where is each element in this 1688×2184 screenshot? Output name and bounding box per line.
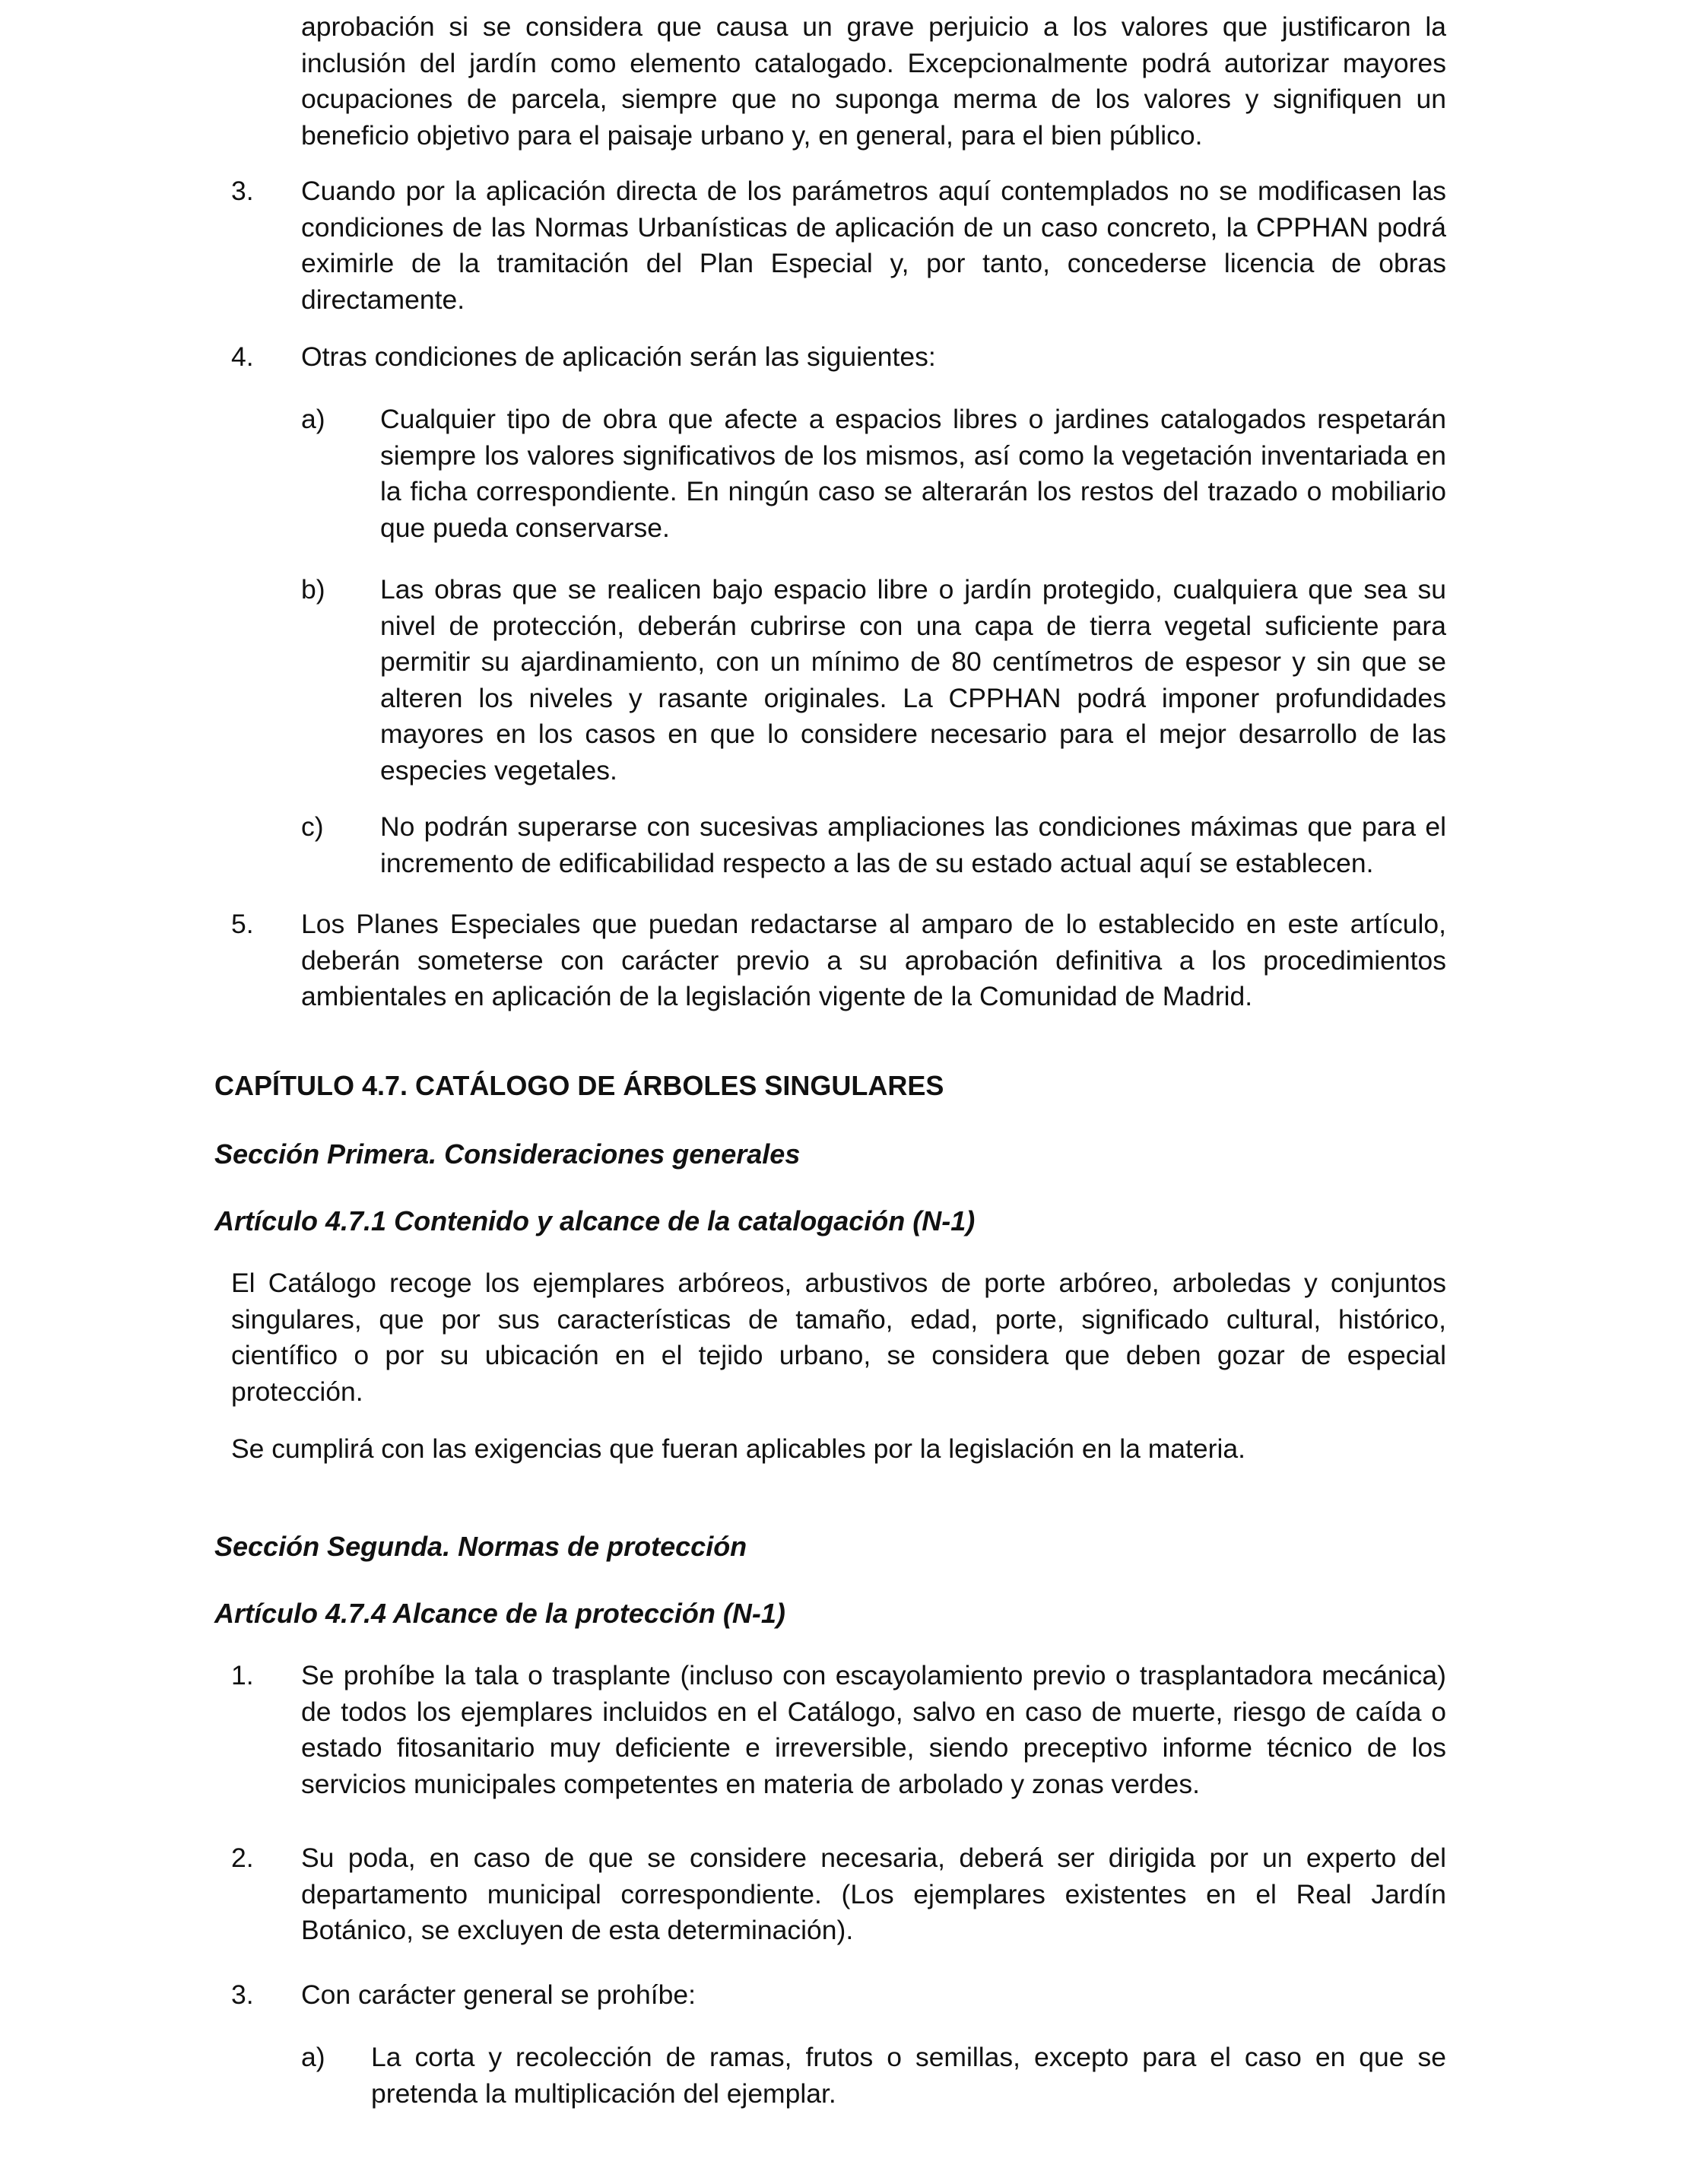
section-title: Sección Primera. Consideraciones generales bbox=[214, 1138, 801, 1170]
section-title: Sección Segunda. Normas de protección bbox=[214, 1531, 747, 1562]
chapter-title: CAPÍTULO 4.7. CATÁLOGO DE ÁRBOLES SINGULARES bbox=[214, 1070, 944, 1101]
list-item-number: 3. bbox=[231, 176, 254, 206]
list-item-number: 5. bbox=[231, 909, 254, 939]
list-item-text: Los Planes Especiales que puedan redactarse al amparo de lo establecido en este artículo, deberán someterse con carácter previo a su aprobación definitiva a los procedimientos ambientales en aplicación de la legislación vigente de la Comunidad de Madrid. bbox=[301, 909, 1446, 1011]
list-item-text: Otras condiciones de aplicación serán las siguientes: bbox=[301, 341, 936, 372]
list-item-number: 2. bbox=[231, 1843, 254, 1873]
list-item-text: Su poda, en caso de que se considere necesaria, deberá ser dirigida por un experto del departamento municipal correspondiente. (Los ejemplares existentes en el Real Jardín Botánico, se excluyen de esta determinación). bbox=[301, 1843, 1446, 1945]
sub-item-letter: a) bbox=[301, 2042, 325, 2072]
sub-item-letter: b) bbox=[301, 574, 325, 605]
article-paragraph: El Catálogo recoge los ejemplares arbóreos, arbustivos de porte arbóreo, arboledas y conjuntos singulares, que por sus características de tamaño, edad, porte, significado cultural, histórico, científico o por su ubicación en el tejido urbano, se considera que deben gozar de especial protección. bbox=[231, 1268, 1446, 1407]
sub-item-text: No podrán superarse con sucesivas ampliaciones las condiciones máximas que para el incremento de edificabilidad respecto a las de su estado actual aquí se establecen. bbox=[380, 811, 1446, 878]
article-paragraph: Se cumplirá con las exigencias que fueran aplicables por la legislación en la materia. bbox=[231, 1433, 1245, 1464]
sub-item-letter: a) bbox=[301, 404, 325, 434]
sub-item-text: La corta y recolección de ramas, frutos o semillas, excepto para el caso en que se pretenda la multiplicación del ejemplar. bbox=[371, 2042, 1446, 2109]
list-item-text: Cuando por la aplicación directa de los parámetros aquí contemplados no se modificasen las condiciones de las Normas Urbanísticas de aplicación de un caso concreto, la CPPHAN podrá eximirle de la tramitación del Plan Especial y, por tanto, concederse licencia de obras directamente. bbox=[301, 176, 1446, 315]
list-item-text: Se prohíbe la tala o trasplante (incluso con escayolamiento previo o trasplantadora mecánica) de todos los ejemplares incluidos en el Catálogo, salvo en caso de muerte, riesgo de caída o estado fitosanitario muy deficiente e irreversible, siendo preceptivo informe técnico de los servicios municipales competentes en materia de arbolado y zonas verdes. bbox=[301, 1660, 1446, 1799]
sub-item-letter: c) bbox=[301, 811, 324, 842]
list-item-number: 4. bbox=[231, 341, 254, 372]
list-item-number: 3. bbox=[231, 1979, 254, 2010]
list-item-number: 1. bbox=[231, 1660, 254, 1690]
sub-item-text: Cualquier tipo de obra que afecte a espacios libres o jardines catalogados respetarán siempre los valores significativos de los mismos, así como la vegetación inventariada en la ficha correspondiente. En ningún caso se alterarán los restos del trazado o mobiliario que pueda conservarse. bbox=[380, 404, 1446, 543]
article-title: Artículo 4.7.1 Contenido y alcance de la catalogación (N-1) bbox=[214, 1205, 976, 1236]
intro-continuation-paragraph: aprobación si se considera que causa un grave perjuicio a los valores que justificaron la inclusión del jardín como elemento catalogado. Excepcionalmente podrá autorizar mayores ocupaciones de parcela, siempre que no suponga merma de los valores y signifiquen un beneficio objetivo para el paisaje urbano y, en general, para el bien público. bbox=[301, 11, 1446, 151]
list-item-text: Con carácter general se prohíbe: bbox=[301, 1979, 696, 2010]
sub-item-text: Las obras que se realicen bajo espacio libre o jardín protegido, cualquiera que sea su nivel de protección, deberán cubrirse con una capa de tierra vegetal suficiente para permitir su ajardinamiento, con un mínimo de 80 centímetros de espesor y sin que se alteren los niveles y rasante originales. La CPPHAN podrá imponer profundidades mayores en los casos en que lo considere necesario para el mejor desarrollo de las especies vegetales. bbox=[380, 574, 1446, 786]
article-title: Artículo 4.7.4 Alcance de la protección (N-1) bbox=[214, 1598, 785, 1629]
